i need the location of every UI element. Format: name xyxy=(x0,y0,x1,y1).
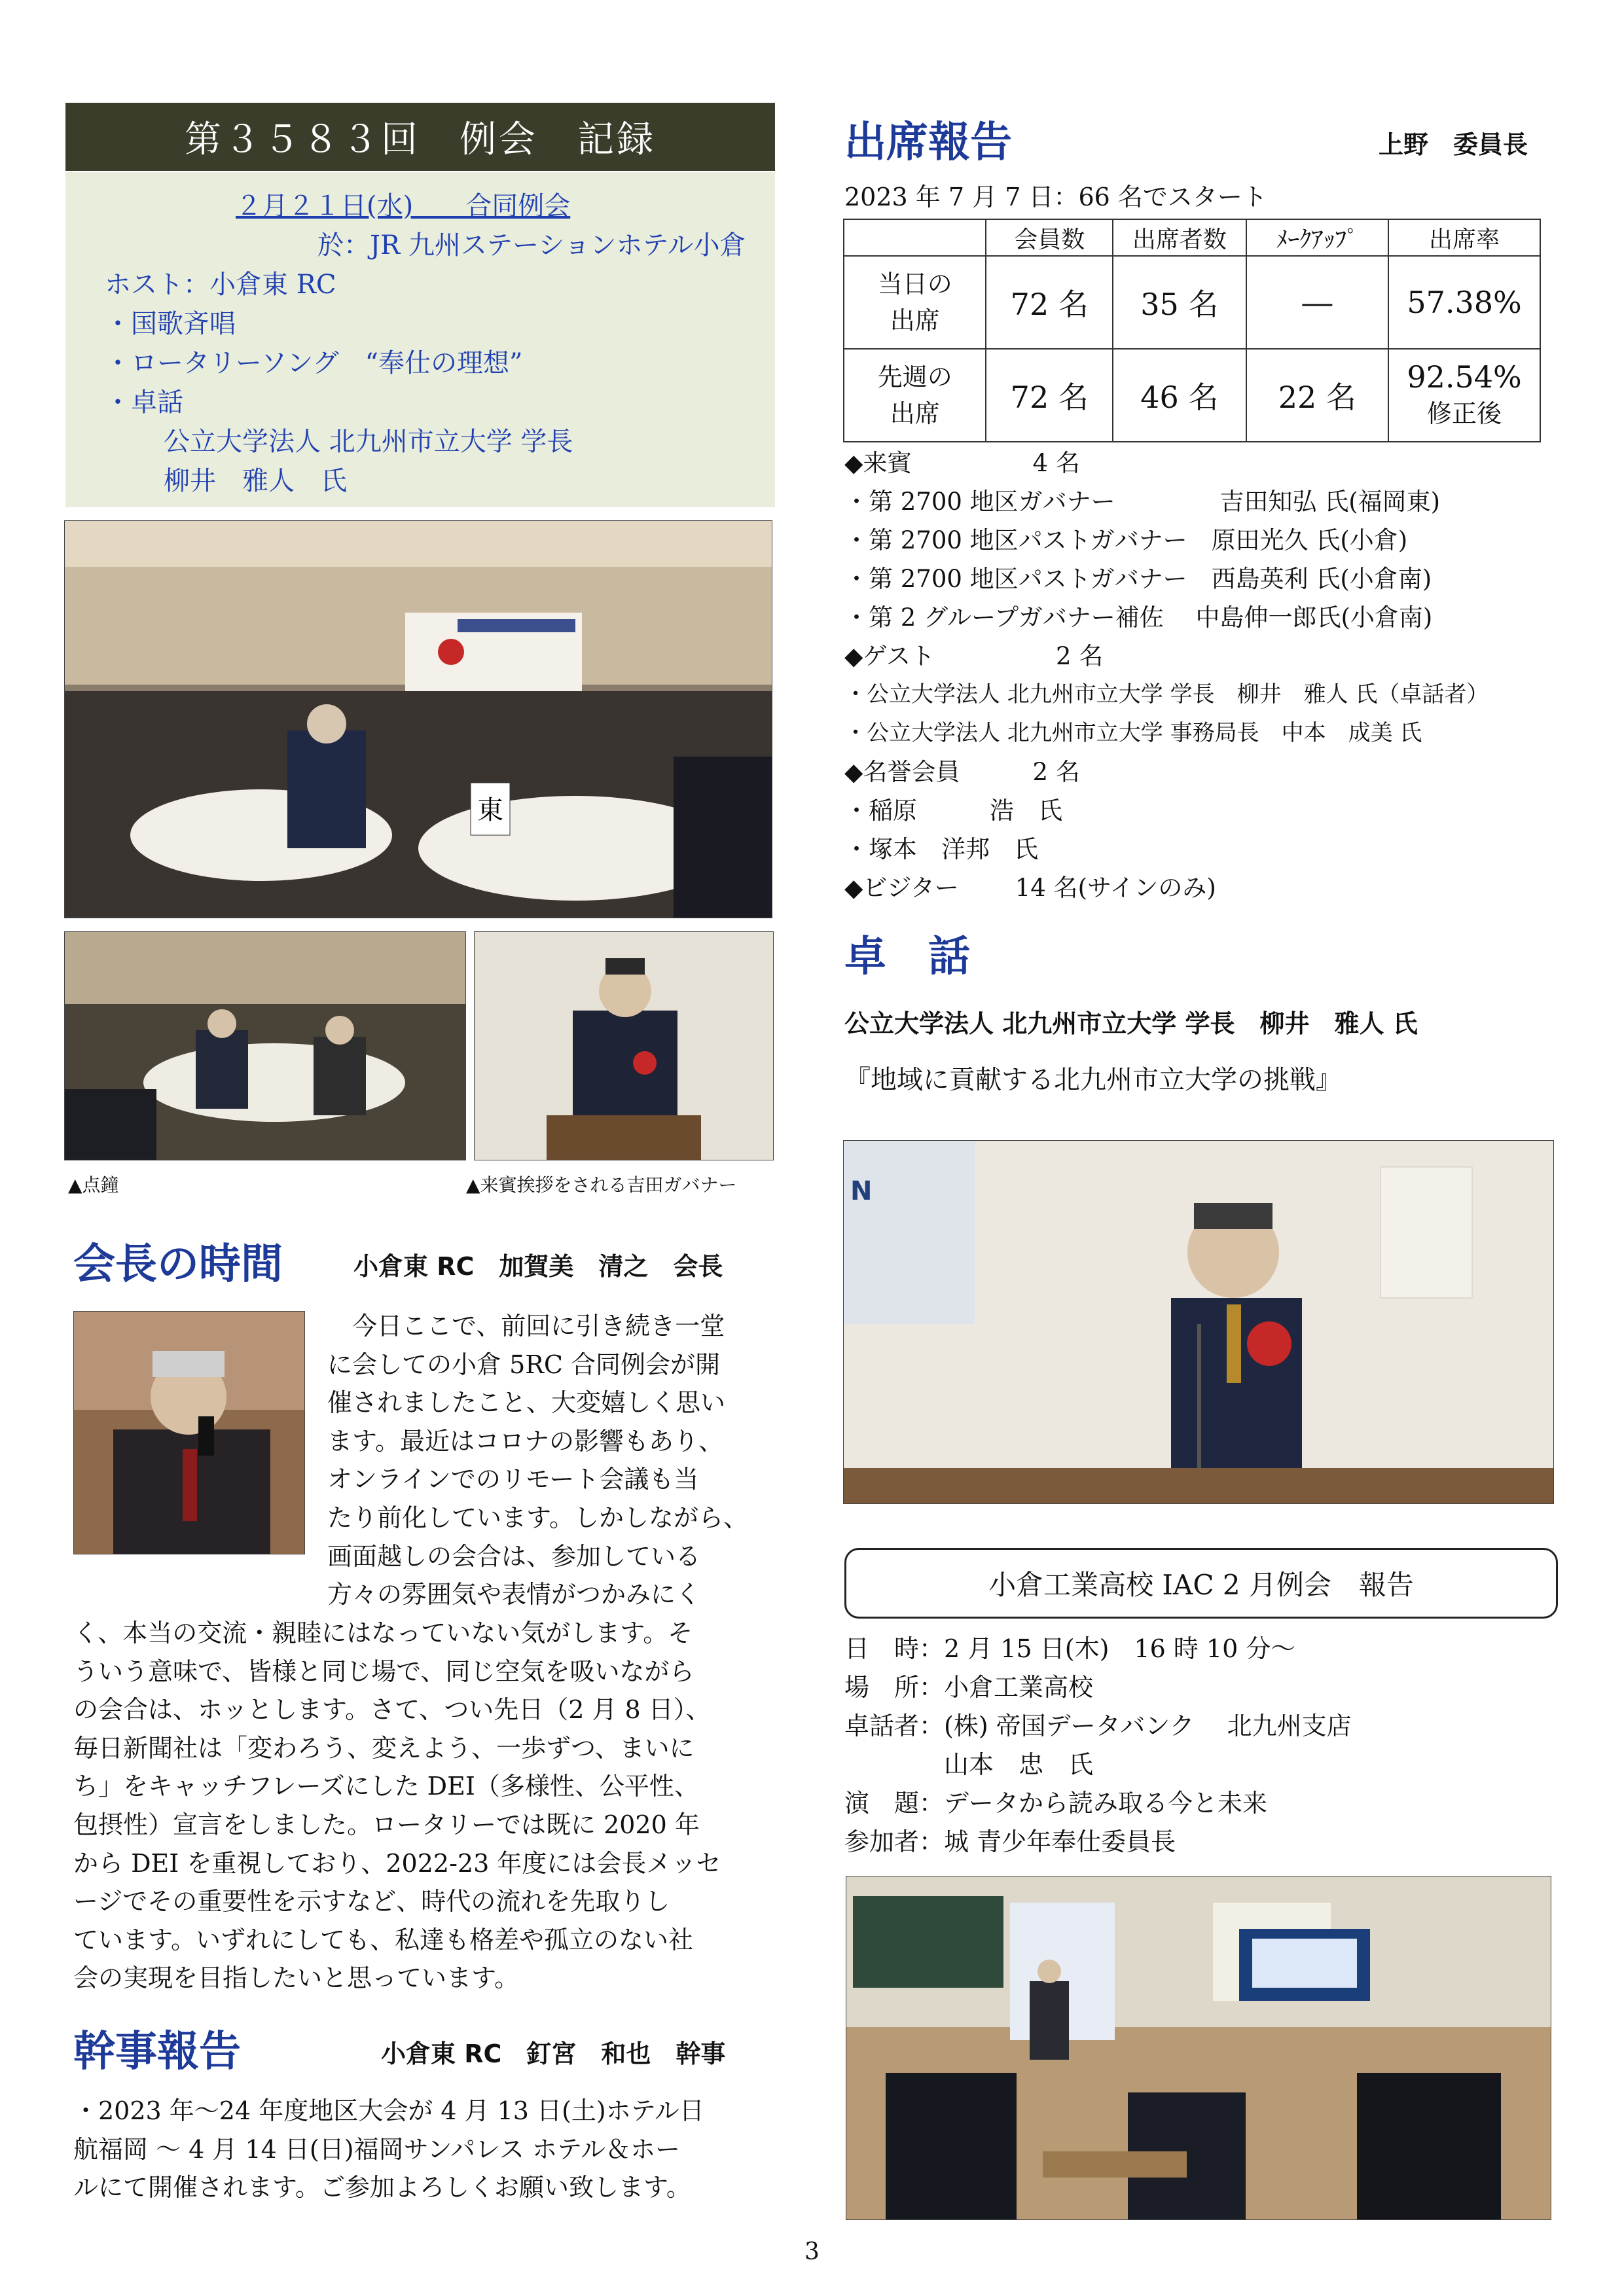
row-label-line: 出席 xyxy=(890,306,940,335)
table-header-members: 会員数 xyxy=(986,219,1113,256)
iac-report-title: 小倉工業高校 IAC 2 月例会 報告 xyxy=(988,1569,1414,1601)
visitor-item: ・第 2700 地区パストガバナー 原田光久 氏(小倉) xyxy=(844,526,1408,554)
president-text-narrow xyxy=(327,1307,793,1614)
attendees-cell: 35 名 xyxy=(1113,256,1246,349)
makeup-cell: 22 名 xyxy=(1246,349,1389,442)
svg-text:N: N xyxy=(850,1176,873,1206)
program-item-anthem: ・国歌斉唱 xyxy=(105,309,236,339)
bell-ringing-photo xyxy=(64,931,466,1160)
visitor-item: ・第 2700 地区ガバナー 吉田知弘 氏(福岡東) xyxy=(844,488,1441,516)
president-line: 会の実現を目指したいと思っています。 xyxy=(73,1964,519,1993)
attendance-byline: 上野 委員長 xyxy=(1379,130,1528,159)
president-line: たり前化しています。しかしながら、 xyxy=(327,1503,748,1532)
table-row xyxy=(844,256,1540,349)
attendees-cell: 46 名 xyxy=(1113,349,1246,442)
president-line: く、本当の交流・親睦にはなっていない気がします。そ xyxy=(73,1619,693,1647)
guest-list xyxy=(844,444,1489,907)
classroom-photo xyxy=(846,1876,1551,2220)
page-number: 3 xyxy=(804,2238,820,2265)
talk-speaker: 公立大学法人 北九州市立大学 学長 柳井 雅人 氏 xyxy=(844,1009,1418,1038)
talk-topic: 『地域に貢献する北九州市立大学の挑戦』 xyxy=(844,1065,1342,1095)
guests-heading: ◆ゲスト 2 名 xyxy=(844,642,1104,670)
iac-speaker-name: 山本 忠 氏 xyxy=(844,1750,1094,1779)
president-text-wide xyxy=(73,1614,793,1998)
president-byline: 小倉東 RC 加賀美 清之 会長 xyxy=(353,1252,723,1281)
iac-place: 場 所：小倉工業高校 xyxy=(844,1673,1094,1702)
president-line: 方々の雰囲気や表情がつかみにく xyxy=(327,1580,701,1609)
visitors-heading: ◆来賓 4 名 xyxy=(844,449,1080,477)
meeting-venue: 於：JR 九州ステーションホテル小倉 xyxy=(317,230,746,260)
iac-topic: 演 題：データから読み取る今と未来 xyxy=(844,1789,1268,1818)
table-header-rate: 出席率 xyxy=(1388,219,1540,256)
rate-note: 修正後 xyxy=(1427,399,1502,428)
members-cell: 72 名 xyxy=(986,256,1113,349)
president-line: 催されましたこと、大変嬉しく思い xyxy=(327,1388,726,1418)
iac-date: 日 時：2 月 15 日(木) 16 時 10 分～ xyxy=(844,1634,1296,1663)
guest-item: ・公立大学法人 北九州市立大学 事務局長 中本 成美 氏 xyxy=(844,720,1422,746)
honorary-item: ・稲原 浩 氏 xyxy=(844,797,1062,825)
president-line: ています。いずれにしても、私達も格差や孤立のない社 xyxy=(73,1925,693,1954)
photo-caption-right: ▲来賓挨拶をされる吉田ガバナー xyxy=(466,1174,737,1196)
meeting-info-box xyxy=(65,172,775,507)
iac-participant: 参加者：城 青少年奉仕委員長 xyxy=(844,1827,1176,1856)
svg-text:東: 東 xyxy=(477,795,503,825)
table-header-makeup: ﾒｰｸｱｯﾌﾟ xyxy=(1246,219,1389,256)
president-line: から DEI を重視しており、2022-23 年度には会長メッセ xyxy=(73,1848,721,1878)
visitor-item: ・第 2 グループガバナー補佐 中島伸一郎氏(小倉南) xyxy=(844,603,1433,632)
table-header-attendees: 出席者数 xyxy=(1113,219,1246,256)
secretary-section-title: 幹事報告 xyxy=(73,2028,241,2076)
members-cell: 72 名 xyxy=(986,349,1113,442)
row-label xyxy=(844,349,986,442)
table-row xyxy=(844,349,1540,442)
secretary-byline: 小倉東 RC 釘宮 和也 幹事 xyxy=(381,2039,726,2068)
table-header-empty xyxy=(844,219,986,256)
secretary-line: ・2023 年～24 年度地区大会が 4 月 13 日(土)ホテル日 xyxy=(73,2096,704,2125)
iac-speaker: 卓話者：(株) 帝国データバンク 北九州支店 xyxy=(844,1712,1352,1740)
attendance-table xyxy=(843,219,1541,442)
president-line: 今日ここで、前回に引き続き一堂 xyxy=(327,1312,725,1340)
president-line: 包摂性）宣言をしました。ロータリーでは既に 2020 年 xyxy=(73,1810,700,1839)
president-line: ういう意味で、皆様と同じ場で、同じ空気を吸いながら xyxy=(73,1657,695,1686)
speaker-name: 柳井 雅人 氏 xyxy=(164,466,347,496)
president-line: 毎日新聞社は「変わろう、変えよう、一歩ずつ、まいに xyxy=(73,1733,695,1763)
governor-speech-photo xyxy=(474,931,774,1160)
president-line: ます。最近はコロナの影響もあり、 xyxy=(327,1426,723,1456)
makeup-cell: ― xyxy=(1246,256,1389,349)
photo-caption-left: ▲点鐘 xyxy=(68,1174,119,1196)
secretary-line: 航福岡 ～ 4 月 14 日(日)福岡サンパレス ホテル＆ホー xyxy=(73,2134,681,2164)
program-item-song: ・ロータリーソング “奉仕の理想” xyxy=(105,348,523,378)
president-line: 画面越しの会合は、参加している xyxy=(327,1541,701,1571)
row-label-line: 先週の xyxy=(877,363,952,391)
lecturer-photo xyxy=(843,1140,1554,1504)
president-line: に会しての小倉 5RC 合同例会が開 xyxy=(327,1350,721,1379)
rate-cell xyxy=(1388,349,1540,442)
secretary-line: ルにて開催されます。ご参加よろしくお願い致します。 xyxy=(73,2173,691,2202)
iac-report-box xyxy=(844,1548,1558,1619)
secretary-text xyxy=(73,2092,793,2207)
program-item-talk: ・卓話 xyxy=(105,387,183,418)
attendance-start-line: 2023 年 7 月 7 日：66 名でスタート xyxy=(844,183,1267,211)
row-label xyxy=(844,256,986,349)
visitor-count: ◆ビジター 14 名(サインのみ) xyxy=(844,874,1216,902)
talk-section-title: 卓 話 xyxy=(844,933,970,981)
row-label-line: 当日の xyxy=(877,270,952,298)
row-label-line: 出席 xyxy=(890,399,940,428)
meeting-host: ホスト：小倉東 RC xyxy=(105,270,336,300)
speaker-affiliation: 公立大学法人 北九州市立大学 学長 xyxy=(164,427,573,457)
president-line: ち」をキャッチフレーズにした DEI（多様性、公平性、 xyxy=(73,1772,699,1801)
president-line: ージでその重要性を示すなど、時代の流れを先取りし xyxy=(73,1887,670,1916)
rate-cell: 57.38% xyxy=(1388,256,1540,349)
visitor-item: ・第 2700 地区パストガバナー 西島英利 氏(小倉南) xyxy=(844,565,1432,593)
meeting-header xyxy=(65,103,775,171)
president-line: オンラインでのリモート会議も当 xyxy=(327,1465,699,1494)
meeting-title: 第３５８３回 例会 記録 xyxy=(185,118,656,161)
iac-details xyxy=(844,1630,1352,1861)
banquet-hall-photo xyxy=(64,520,772,918)
president-photo xyxy=(73,1311,305,1554)
president-section-title: 会長の時間 xyxy=(73,1240,283,1289)
table-header-row xyxy=(844,219,1540,256)
attendance-section-title: 出席報告 xyxy=(844,118,1012,167)
honorary-item: ・塚本 洋邦 氏 xyxy=(844,835,1038,863)
meeting-date: ２月２１日(水) 合同例会 xyxy=(236,191,571,221)
guest-item: ・公立大学法人 北九州市立大学 学長 柳井 雅人 氏（卓話者） xyxy=(844,681,1489,708)
honorary-heading: ◆名誉会員 2 名 xyxy=(844,758,1080,786)
rate-value: 92.54% xyxy=(1407,359,1522,395)
president-line: の会合は、ホッとします。さて、つい先日（2 月 8 日）、 xyxy=(73,1695,711,1725)
